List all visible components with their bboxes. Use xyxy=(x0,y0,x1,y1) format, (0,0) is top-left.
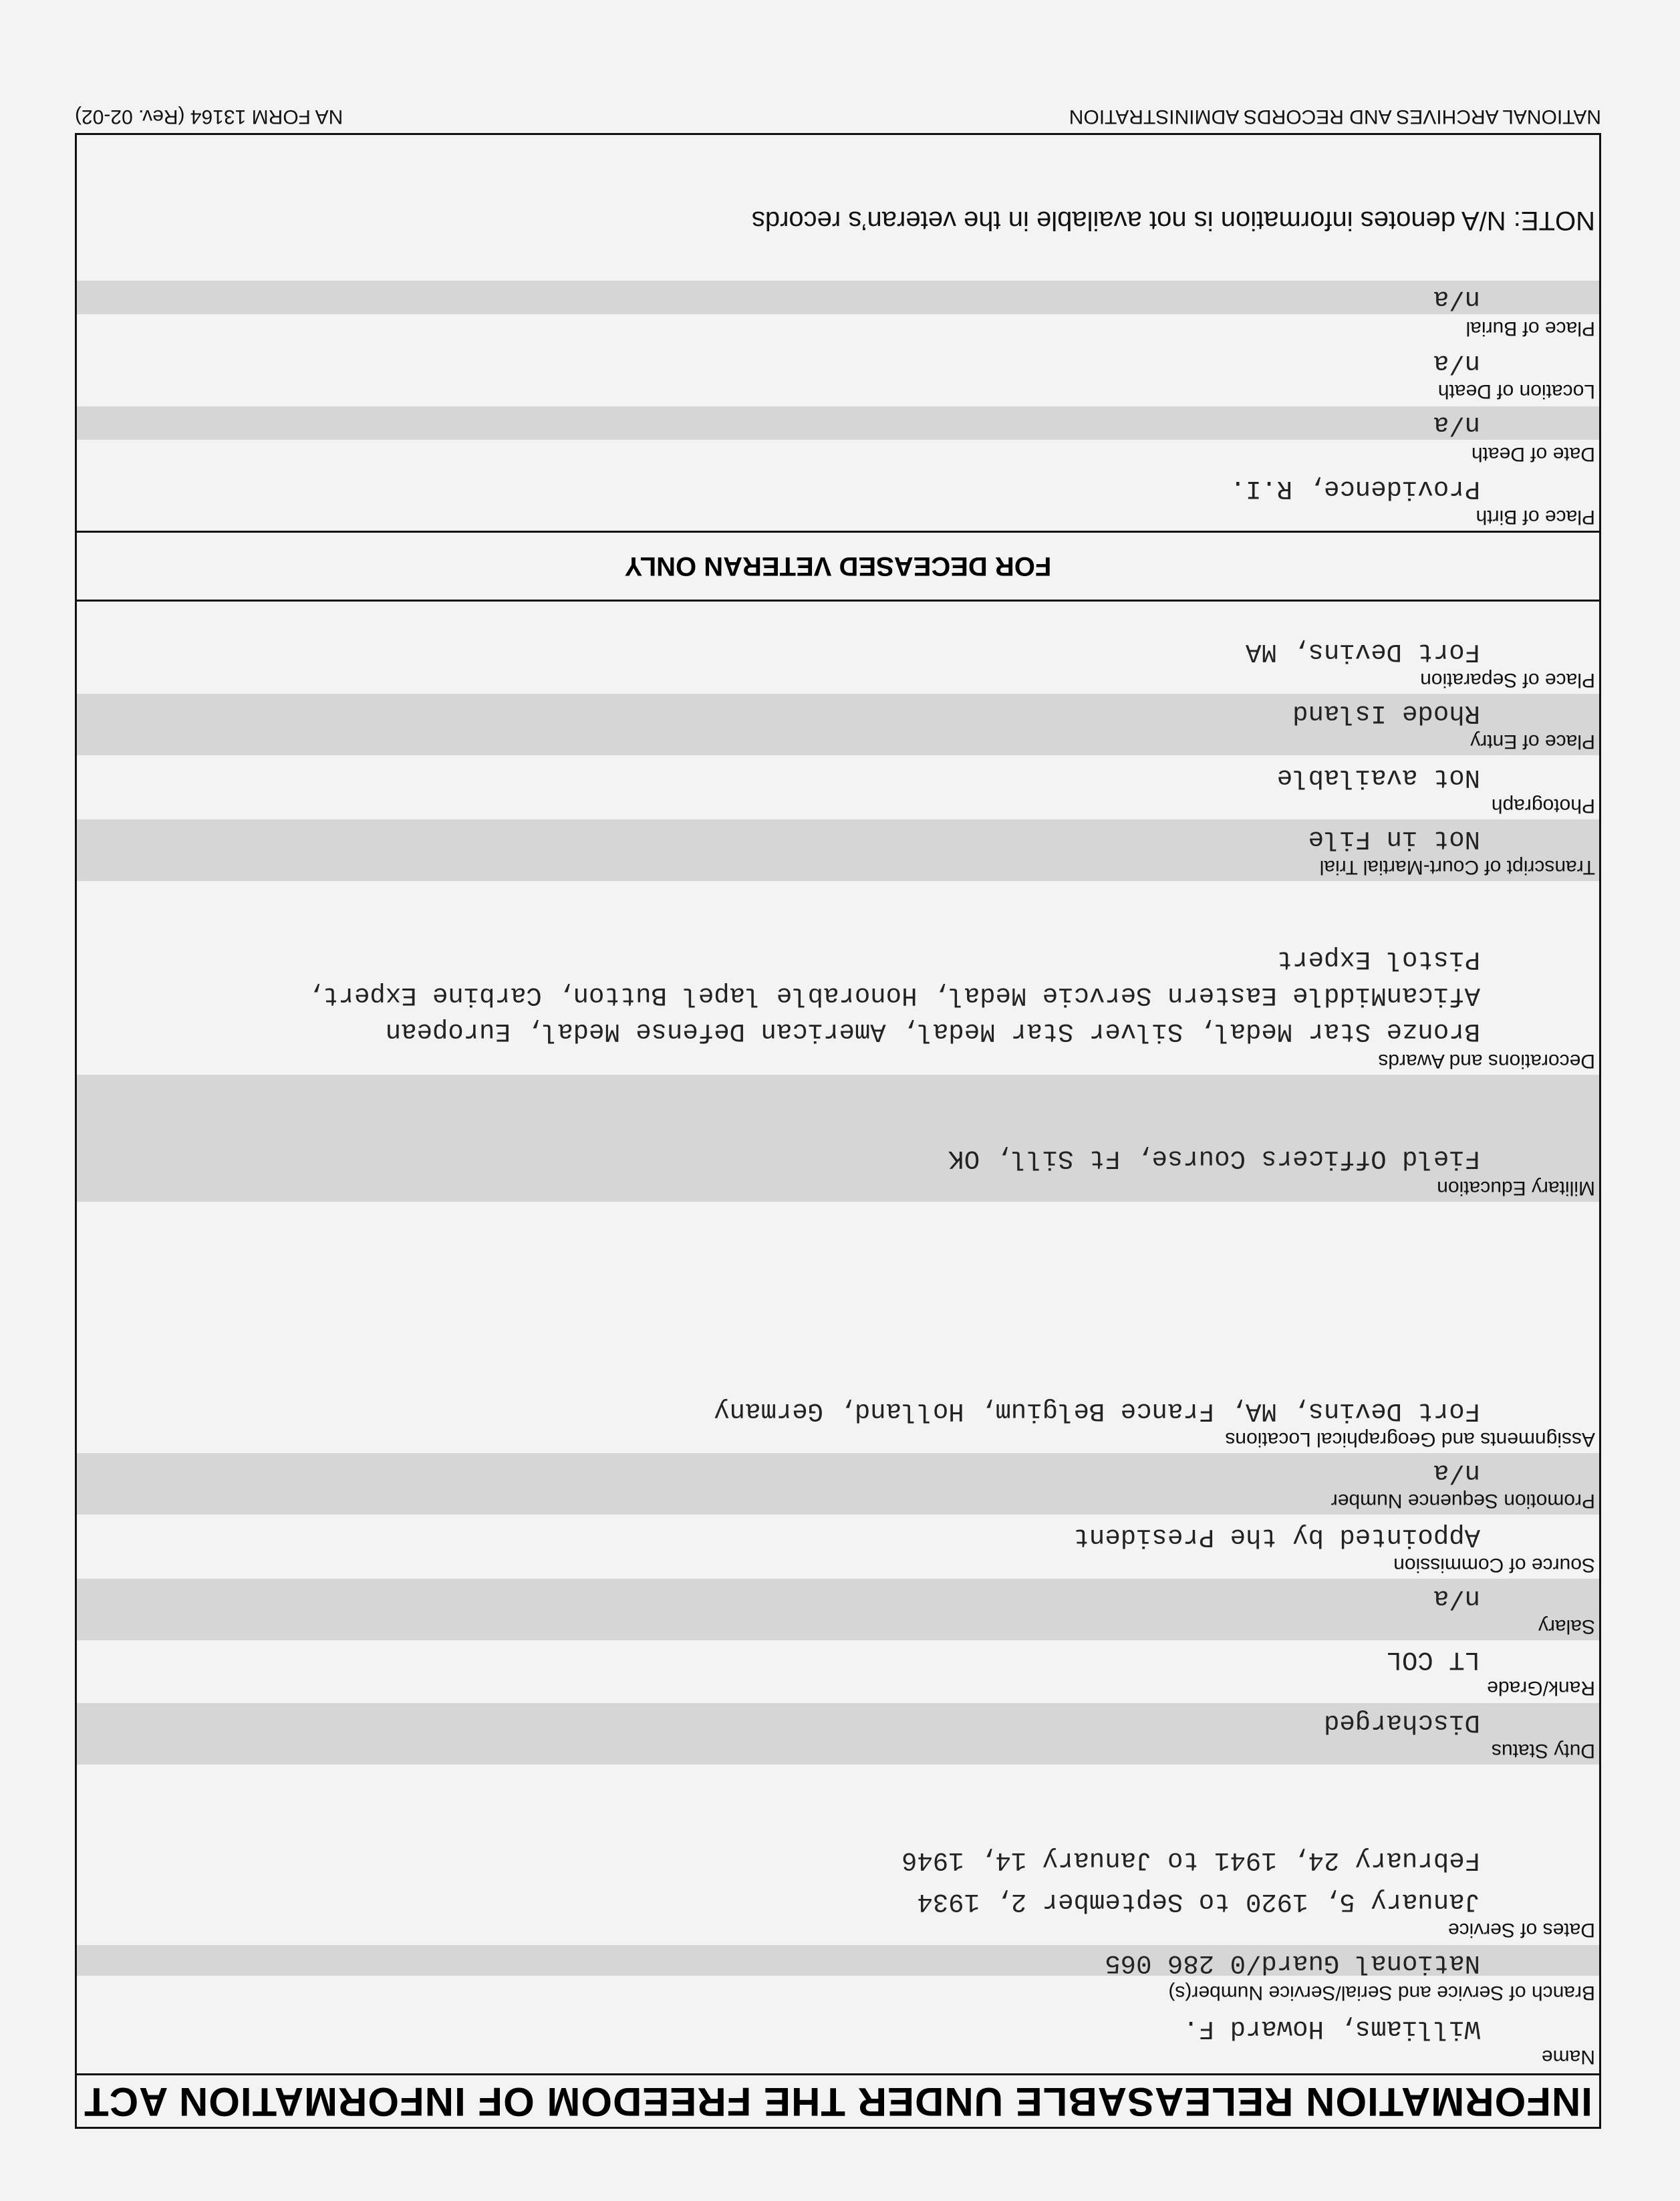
field-value: Not in File xyxy=(1308,824,1480,854)
foia-form xyxy=(75,133,1601,2129)
footer-agency: NATIONAL ARCHIVES AND RECORDS ADMINISTRATION xyxy=(1069,106,1601,128)
field-value: Not available xyxy=(1276,763,1480,792)
field-promotion-sequence xyxy=(77,1452,1599,1515)
field-value: Appointed by the President xyxy=(1073,1522,1480,1551)
form-title: INFORMATION RELEASABLE UNDER THE FREEDOM OF INFORMATION ACT xyxy=(77,2073,1599,2127)
field-source-of-commission xyxy=(77,1515,1599,1577)
footer-form-number: NA FORM 13164 (Rev. 02-02) xyxy=(75,106,343,128)
field-value: AficanMiddle Eastern Servcie Medal, Honorable lapel Button, Carbine Expert, xyxy=(307,981,1480,1010)
field-value: Rhode Island xyxy=(1292,698,1480,728)
field-value: National Guard/0 286 065 xyxy=(1105,1948,1480,1978)
field-place-of-separation xyxy=(77,630,1599,692)
field-location-of-death xyxy=(77,341,1599,404)
field-label: Photograph xyxy=(1491,795,1595,817)
field-value: Field Officers Course, Ft Sill, OK xyxy=(948,1144,1480,1173)
shaded-band xyxy=(77,406,1599,440)
field-value: Discharged xyxy=(1323,1708,1480,1737)
field-court-martial xyxy=(77,818,1599,881)
deceased-section-heading: FOR DECEASED VETERAN ONLY xyxy=(77,531,1599,602)
field-name xyxy=(77,2006,1599,2069)
field-value: Pistol Expert xyxy=(1276,944,1480,974)
field-value: n/a xyxy=(1433,410,1480,439)
field-label: Decorations and Awards xyxy=(1378,1050,1595,1072)
field-decorations xyxy=(77,882,1599,1073)
field-value: n/a xyxy=(1433,284,1480,313)
shaded-band xyxy=(77,1075,1599,1202)
field-salary xyxy=(77,1579,1599,1640)
field-label: Duty Status xyxy=(1491,1740,1595,1762)
field-label: Place of Entry xyxy=(1470,731,1595,753)
field-value: Williams, Howard F. xyxy=(1183,2014,1480,2043)
field-value: January 5, 1920 to September 2, 1934 xyxy=(917,1887,1480,1916)
field-label: Military Education xyxy=(1437,1177,1595,1199)
field-value: Fort Devins, MA, France Belgium, Holland, Germany xyxy=(714,1396,1480,1426)
field-label: Branch of Service and Serial/Service Number(s) xyxy=(1168,1982,1595,2004)
shaded-band xyxy=(77,281,1599,314)
field-value: Fort Devins, MA xyxy=(1245,637,1480,666)
field-label: Dates of Service xyxy=(1447,1919,1595,1941)
field-assignments xyxy=(77,1171,1599,1452)
field-photograph xyxy=(77,755,1599,818)
field-label: Name xyxy=(1541,2046,1595,2068)
field-value: n/a xyxy=(1433,1583,1480,1613)
field-label: Place of Separation xyxy=(1420,669,1595,691)
field-label: Assignments and Geographical Locations xyxy=(1225,1428,1595,1450)
field-value: Providence, R.I. xyxy=(1230,474,1480,503)
field-place-of-birth xyxy=(77,467,1599,529)
field-dates-of-service xyxy=(77,1817,1599,1942)
field-value: Bronze Star Medal, Silver Star Medal, American Defense Medal, European xyxy=(385,1017,1480,1046)
field-value: n/a xyxy=(1433,1458,1480,1487)
field-branch xyxy=(77,1944,1599,2005)
field-place-of-entry xyxy=(77,692,1599,755)
field-value: n/a xyxy=(1433,348,1480,378)
field-label: Rank/Grade xyxy=(1487,1677,1595,1699)
field-label: Location of Death xyxy=(1437,380,1595,402)
field-place-of-burial xyxy=(77,278,1599,341)
field-label: Salary xyxy=(1538,1615,1595,1638)
field-label: Source of Commission xyxy=(1393,1554,1595,1576)
field-label: Promotion Sequence Number xyxy=(1331,1490,1595,1512)
field-value: LT COL xyxy=(1386,1645,1480,1674)
field-label: Date of Death xyxy=(1471,443,1595,465)
field-rank xyxy=(77,1638,1599,1700)
note-text: NOTE: N/A denotes information is not available in the veteran’s records xyxy=(751,206,1595,235)
field-date-of-death xyxy=(77,404,1599,467)
shaded-band xyxy=(77,1579,1599,1640)
field-military-education xyxy=(77,1073,1599,1202)
field-label: Transcript of Court-Martial Trial xyxy=(1319,856,1595,878)
field-label: Place of Burial xyxy=(1465,317,1595,340)
field-label: Place of Birth xyxy=(1476,506,1595,528)
field-value: February 24, 1941 to January 14, 1946 xyxy=(901,1845,1480,1875)
field-duty-status xyxy=(77,1702,1599,1765)
